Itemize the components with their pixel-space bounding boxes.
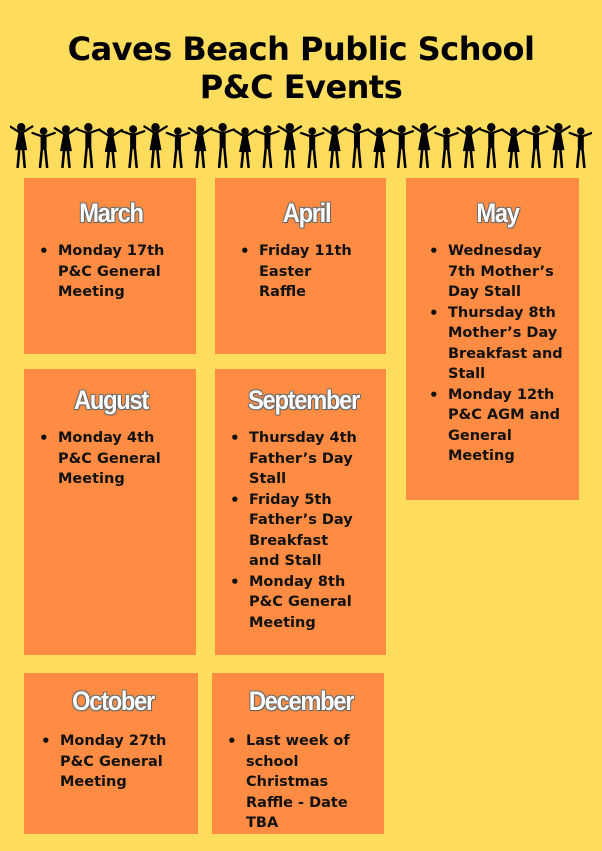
event-item: • Thursday 8th Mother’s Day Breakfast and Stall (426, 303, 566, 385)
page-title (0, 30, 602, 106)
title-line-1: Caves Beach Public School (67, 30, 535, 68)
event-item: • Last week of school Christmas Raffle - Date TBA (224, 731, 354, 834)
month-heading: August (74, 385, 148, 415)
month-card-december (212, 673, 384, 834)
event-item: • Monday 27th P&C General Meeting (38, 731, 170, 793)
month-heading: December (248, 686, 354, 716)
event-item: • Monday 12th P&C AGM and General Meeting (426, 385, 566, 467)
event-item: • Monday 8th P&C General Meeting (227, 572, 363, 634)
children-holding-hands-icon (10, 118, 592, 168)
month-card-september (215, 369, 386, 655)
event-item: • Monday 17th P&C General Meeting (36, 241, 166, 303)
month-card-october (24, 673, 198, 834)
event-item: • Thursday 4th Father’s Day Stall (227, 428, 363, 490)
event-item: • Friday 5th Father’s Day Breakfast and Stall (227, 490, 363, 572)
month-card-april (215, 178, 386, 354)
month-heading: September (248, 385, 359, 415)
month-heading: May (476, 198, 519, 228)
event-item: • Wednesday 7th Mother’s Day Stall (426, 241, 566, 303)
month-card-march (24, 178, 196, 354)
month-card-may (406, 178, 579, 500)
month-heading: April (282, 198, 331, 228)
event-item: • Friday 11th Easter Raffle (237, 241, 357, 303)
month-card-august (24, 369, 196, 655)
event-item: • Monday 4th P&C General Meeting (36, 428, 188, 490)
title-line-2: P&C Events (199, 68, 403, 106)
month-heading: March (79, 198, 143, 228)
month-heading: October (72, 686, 154, 716)
